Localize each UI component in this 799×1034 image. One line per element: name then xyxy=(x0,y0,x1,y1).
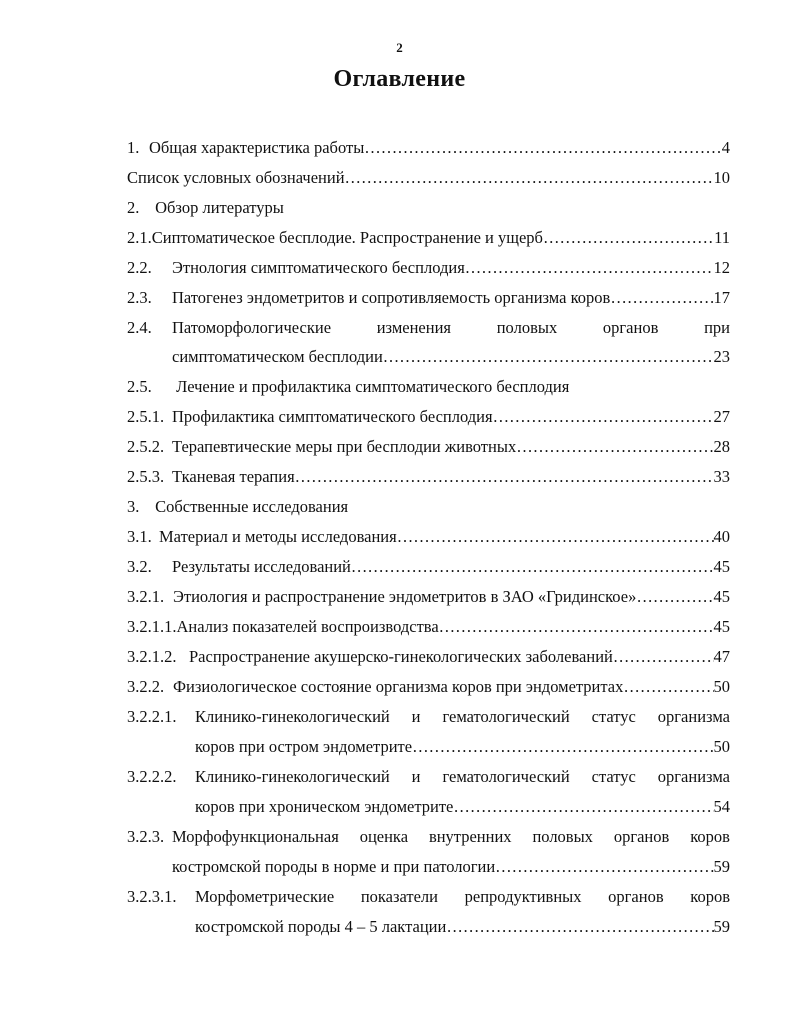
toc-entry-page: 4 xyxy=(721,138,730,157)
toc-entry-number: 3.2.2.1. xyxy=(127,707,177,726)
toc-entry-3-2-2[interactable] xyxy=(127,676,730,698)
leader-dots xyxy=(453,796,713,818)
toc-entry-page: 54 xyxy=(713,797,730,816)
toc-entry-title: Патогенез эндометритов и сопротивляемость организма коров xyxy=(172,288,611,307)
leader-dots xyxy=(495,856,713,878)
toc-entry-2[interactable] xyxy=(127,197,730,219)
toc-entry-title: Анализ показателей воспроизводства xyxy=(176,617,439,636)
page-title: Оглавление xyxy=(333,66,466,92)
toc-title-word: внутренних xyxy=(428,827,512,846)
toc-entry-3-2-2-2[interactable] xyxy=(127,766,730,788)
toc-entry-number: 3.2.1.1. xyxy=(127,617,177,636)
toc-entry-title: Лечение и профилактика симптоматического бесплодия xyxy=(176,377,570,396)
toc-title-word: органов xyxy=(613,827,670,846)
toc-entry-2-5-3[interactable] xyxy=(127,466,730,488)
toc-title-word: и xyxy=(411,767,421,786)
toc-title-word: половых xyxy=(532,827,593,846)
toc-title-word: половых xyxy=(496,318,558,337)
toc-entry-number: 2.5.3. xyxy=(127,467,165,486)
toc-title-word: гематологический xyxy=(442,707,570,726)
toc-entry-2-2[interactable] xyxy=(127,257,730,279)
toc-entry-page: 47 xyxy=(713,647,730,666)
toc-entry-2-5-2[interactable] xyxy=(127,436,730,458)
toc-entry-number: 2.3. xyxy=(127,288,152,307)
leader-dots xyxy=(383,346,714,368)
toc-entry-title xyxy=(172,317,730,339)
leader-dots xyxy=(493,406,714,428)
toc-entry-abbreviations[interactable] xyxy=(127,167,730,189)
leader-dots xyxy=(610,287,713,309)
toc-entry-number: 2.4. xyxy=(127,318,152,337)
leader-dots xyxy=(439,616,714,638)
toc-entry-3-2-1-1[interactable] xyxy=(127,616,730,638)
toc-entry-3-2-1[interactable] xyxy=(127,586,730,608)
toc-entry-title: костромской породы в норме и при патологии xyxy=(172,857,496,876)
toc-entry-2-4[interactable] xyxy=(127,317,730,339)
toc-entry-page: 12 xyxy=(713,258,730,277)
toc-entry-number: 3.2.1.2. xyxy=(127,647,177,666)
toc-entry-title: Терапевтические меры при бесплодии животных xyxy=(172,437,517,456)
toc-entry-2-3[interactable] xyxy=(127,287,730,309)
toc-title-word: статус xyxy=(591,767,636,786)
toc-entry-title: Общая характеристика работы xyxy=(149,138,365,157)
toc-entry-3-1[interactable] xyxy=(127,526,730,548)
toc-title-word: гематологический xyxy=(442,767,570,786)
leader-dots xyxy=(446,916,713,938)
toc-entry-page: 33 xyxy=(713,467,730,486)
toc-entry-2-4-cont[interactable] xyxy=(172,346,730,368)
toc-title-word: Клинико-гинекологический xyxy=(195,767,390,786)
toc-entry-2-1[interactable] xyxy=(127,227,730,249)
toc-entry-page: 11 xyxy=(714,228,730,247)
toc-entry-title: Собственные исследования xyxy=(155,497,349,516)
toc-entry-3-2-3[interactable] xyxy=(127,826,730,848)
toc-entry-3-2-2-1-cont[interactable] xyxy=(195,736,730,758)
toc-entry-page: 27 xyxy=(713,407,730,426)
toc-entry-1[interactable] xyxy=(127,137,730,159)
toc-entry-page: 50 xyxy=(713,677,730,696)
toc-entry-title: коров при остром эндометрите xyxy=(195,737,413,756)
toc-entry-page: 59 xyxy=(713,857,730,876)
toc-entry-page: 45 xyxy=(713,557,730,576)
toc-entry-title: Распространение акушерско-гинекологических заболеваний xyxy=(189,647,613,666)
toc-entry-number: 2.2. xyxy=(127,258,152,277)
leader-dots xyxy=(613,646,714,668)
toc-entry-3-2-1-2[interactable] xyxy=(127,646,730,668)
toc-entry-3[interactable] xyxy=(127,496,730,518)
toc-entry-number: 2.5.2. xyxy=(127,437,165,456)
toc-entry-title: Тканевая терапия xyxy=(172,467,295,486)
toc-entry-2-5[interactable] xyxy=(127,376,730,398)
toc-entry-number: 3.2.3.1. xyxy=(127,887,177,906)
toc-entry-number: 3.2.1. xyxy=(127,587,165,606)
toc-entry-title: Физиологическое состояние организма коров при эндометритах xyxy=(173,677,624,696)
leader-dots xyxy=(516,436,713,458)
toc-entry-number: 3.1. xyxy=(127,527,152,546)
leader-dots xyxy=(295,466,714,488)
toc-title-word: статус xyxy=(591,707,636,726)
toc-entry-title: Профилактика симптоматического бесплодия xyxy=(172,407,493,426)
toc-title-word: коров xyxy=(690,887,730,906)
leader-dots xyxy=(412,736,713,758)
toc-title-word: органов xyxy=(608,887,664,906)
toc-title-word: Морфометрические xyxy=(195,887,335,906)
toc-entry-title xyxy=(195,886,730,908)
toc-entry-page: 40 xyxy=(713,527,730,546)
toc-entry-page: 50 xyxy=(713,737,730,756)
toc-title-word: организма xyxy=(657,707,730,726)
toc-entry-number: 3. xyxy=(127,497,140,516)
toc-entry-title xyxy=(195,706,730,728)
toc-entry-page: 10 xyxy=(713,168,730,187)
toc-title-word: коров xyxy=(690,827,730,846)
toc-entry-number: 3.2.3. xyxy=(127,827,165,846)
toc-entry-title: Обзор литературы xyxy=(155,198,284,217)
toc-entry-page: 23 xyxy=(713,347,730,366)
toc-entry-page: 59 xyxy=(713,917,730,936)
toc-title-word: организма xyxy=(657,767,730,786)
toc-entry-title: симптоматическом бесплодии xyxy=(172,347,383,366)
toc-entry-number: 3.2. xyxy=(127,557,152,576)
toc-entry-page: 45 xyxy=(713,617,730,636)
toc-entry-title: Результаты исследований xyxy=(172,557,351,576)
toc-entry-number: 2.1. xyxy=(127,228,152,247)
toc-entry-page: 28 xyxy=(713,437,730,456)
leader-dots xyxy=(364,137,721,159)
page-number: 2 xyxy=(396,40,403,55)
toc-title-word: изменения xyxy=(376,318,452,337)
toc-entry-number: 3.2.2.2. xyxy=(127,767,177,786)
toc-entry-number: 2.5. xyxy=(127,377,152,396)
toc-entry-title: Материал и методы исследования xyxy=(159,527,397,546)
leader-dots xyxy=(397,526,714,548)
toc-entry-3-2-3-cont[interactable] xyxy=(172,856,730,878)
toc-title-word: при xyxy=(704,318,730,337)
leader-dots xyxy=(345,167,714,189)
toc-entry-title xyxy=(195,766,730,788)
toc-entry-3-2-2-2-cont[interactable] xyxy=(195,796,730,818)
toc-entry-page: 17 xyxy=(713,288,730,307)
toc-entry-title: Этнология симптоматического бесплодия xyxy=(172,258,465,277)
toc-entry-title xyxy=(172,826,730,848)
toc-title-word: Морфофункциональная xyxy=(172,827,339,846)
toc-entry-number: 2.5.1. xyxy=(127,407,165,426)
leader-dots xyxy=(351,556,714,578)
toc-entry-title: коров при хроническом эндометрите xyxy=(195,797,454,816)
toc-entry-title: Список условных обозначений xyxy=(127,168,345,187)
toc-title-word: органов xyxy=(602,318,659,337)
toc-entry-title: Этиология и распространение эндометритов в ЗАО «Гридинское» xyxy=(173,587,637,606)
toc-title-word: показатели xyxy=(360,887,438,906)
toc-title-word: и xyxy=(411,707,421,726)
toc-entry-3-2-2-1[interactable] xyxy=(127,706,730,728)
toc-title-word: Клинико-гинекологический xyxy=(195,707,390,726)
toc-entry-number: 2. xyxy=(127,198,140,217)
toc-title-word: оценка xyxy=(359,827,409,846)
leader-dots xyxy=(623,676,713,698)
toc-entry-title: костромской породы 4 – 5 лактации xyxy=(195,917,447,936)
toc-title-word: Патоморфологические xyxy=(172,318,332,337)
toc-entry-page: 45 xyxy=(713,587,730,606)
leader-dots xyxy=(543,227,714,249)
toc-entry-2-5-1[interactable] xyxy=(127,406,730,428)
leader-dots xyxy=(636,586,713,608)
leader-dots xyxy=(465,257,714,279)
toc-entry-number: 1. xyxy=(127,138,140,157)
toc-entry-3-2[interactable] xyxy=(127,556,730,578)
toc-entry-number: 3.2.2. xyxy=(127,677,165,696)
toc-entry-title: Сиптоматическое бесплодие. Распространение и ущерб xyxy=(151,228,543,247)
toc-entry-3-2-3-1[interactable] xyxy=(127,886,730,908)
toc-title-word: репродуктивных xyxy=(464,887,582,906)
toc-entry-3-2-3-1-cont[interactable] xyxy=(195,916,730,938)
